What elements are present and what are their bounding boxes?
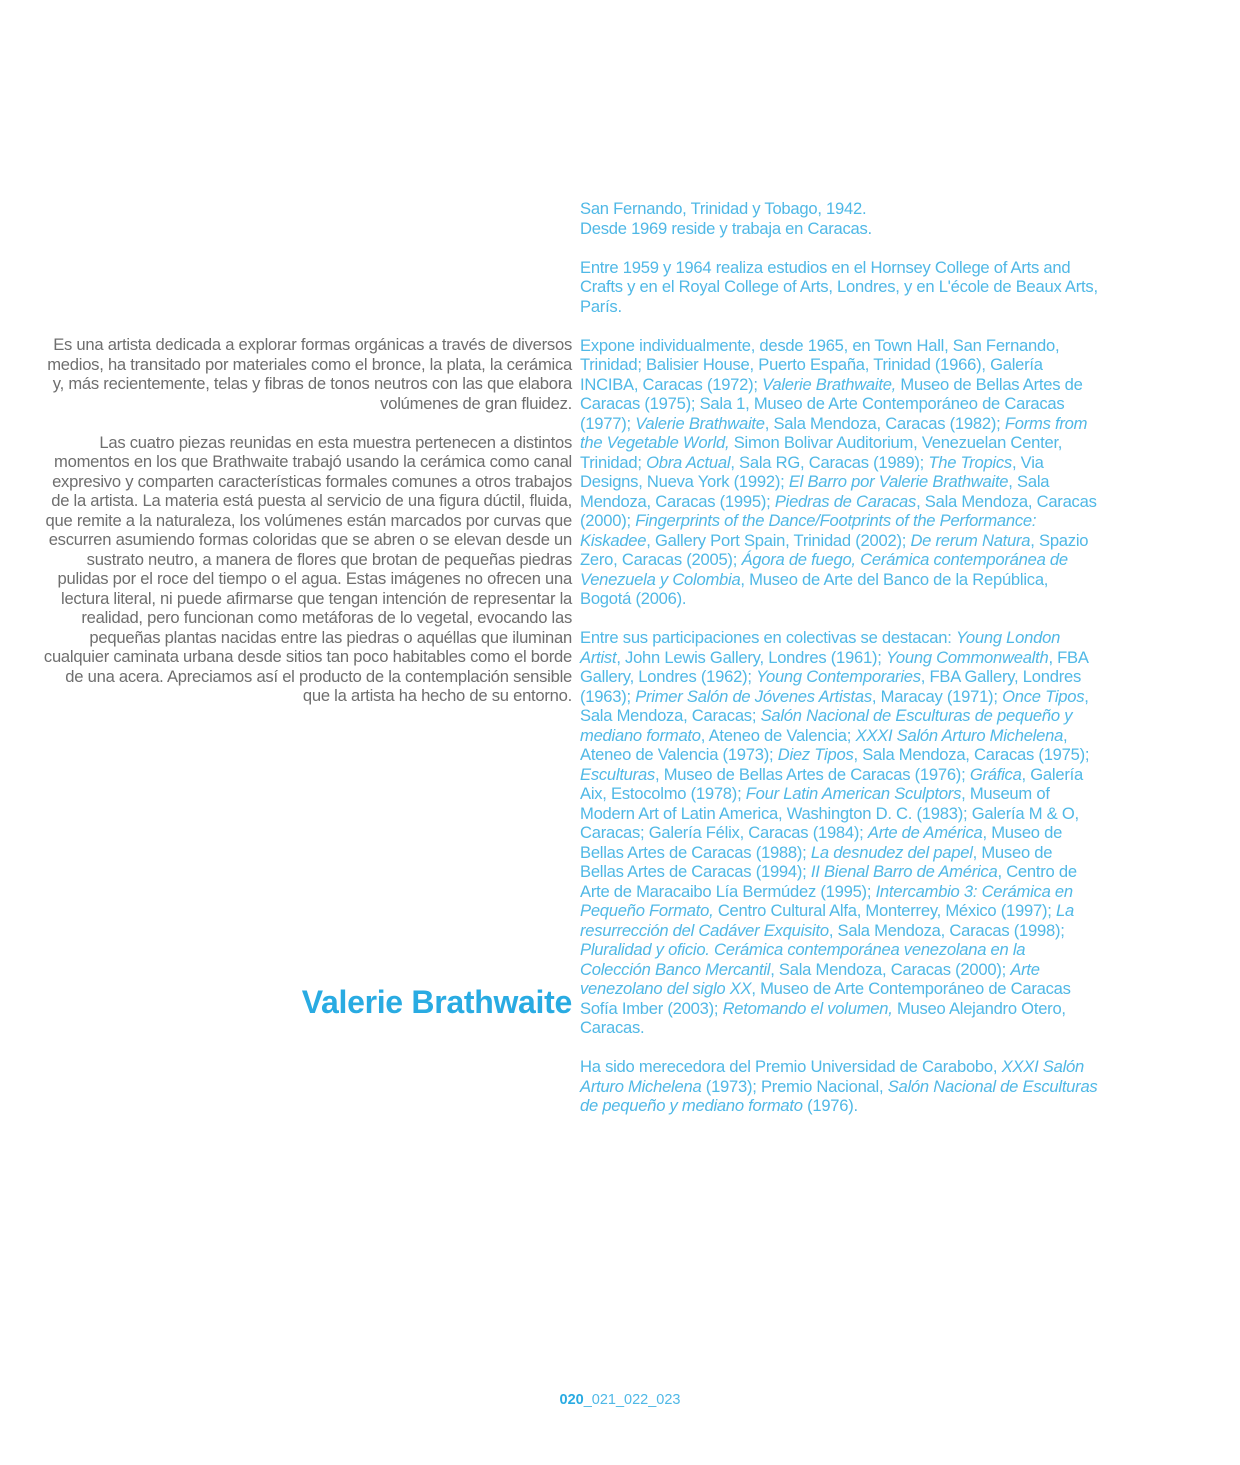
artist-biography	[580, 199, 1100, 1135]
italic-title-segment: Young Commonwealth	[885, 647, 1049, 667]
text-segment: , Via Designs, Nueva York (1992);	[580, 452, 1044, 491]
text-segment: , Sala Mendoza, Caracas (1975);	[853, 745, 1090, 764]
statement-paragraph-1: Es una artista dedicada a explorar formas orgánicas a través de diversos medios, ha transitado por materiales como el bronce, la plata, la cerámica y, más recientemente, telas y fibras de tonos neutros con las que elabora volúmenes de gran fluidez.	[47, 335, 572, 413]
text-segment: , FBA Gallery, Londres (1962);	[580, 647, 1088, 686]
italic-title-segment: Ágora de fuego, Cerámica contemporánea de Venezuela y Colombia	[580, 550, 1068, 589]
text-segment: , Sala Mendoza, Caracas (1998);	[828, 920, 1065, 940]
text-segment: , Sala Mendoza, Caracas (2000);	[580, 491, 1097, 530]
text-segment: Museo de Bellas Artes de Caracas (1975); Sala 1, Museo de Arte Contemporáneo de Caracas (1977);	[580, 374, 1083, 433]
text-segment: , FBA Gallery, Londres (1963);	[580, 667, 1081, 706]
text-segment: , Maracay (1971);	[871, 686, 1003, 706]
text-segment: , Museo de Arte del Banco de la República, Bogotá (2006).	[580, 569, 1049, 608]
text-segment: Ha sido merecedora del Premio Universidad de Carabobo,	[580, 1057, 1002, 1076]
italic-title-segment: Valerie Brathwaite	[635, 413, 765, 433]
text-segment: (1976).	[802, 1096, 858, 1115]
text-segment: Simon Bolivar Auditorium, Venezuelan Center, Trinidad;	[580, 433, 1063, 472]
italic-title-segment: Piedras de Caracas	[774, 491, 917, 511]
text-segment: , Museum of Modern Art of Latin America, Washington D. C. (1983); Galería M & O, Caracas; Galería Félix, Caracas (1984);	[580, 784, 1079, 842]
text-segment: (1973); Premio Nacional,	[701, 1076, 888, 1096]
text-segment: , Sala Mendoza, Caracas (2000);	[770, 959, 1011, 979]
bio-solo-exhibitions	[580, 336, 1100, 609]
italic-title-segment: Intercambio 3: Cerámica en Pequeño Formato,	[580, 881, 1073, 920]
text-segment: , Ateneo de Valencia (1973);	[580, 725, 1068, 764]
text-segment: , Spazio Zero, Caracas (2005);	[580, 530, 1089, 569]
italic-title-segment: Salón Nacional de Esculturas de pequeño y mediano formato	[580, 1076, 1098, 1115]
bio-birth: San Fernando, Trinidad y Tobago, 1942.	[580, 199, 867, 218]
text-segment: , Centro de Arte de Maracaibo Lía Bermúdez (1995);	[580, 862, 1077, 901]
italic-title-segment: XXXI Salón Arturo Michelena	[855, 725, 1064, 745]
italic-title-segment: XXXI Salón Arturo Michelena	[580, 1057, 1084, 1096]
page-folio	[0, 1392, 1240, 1408]
italic-title-segment: El Barro por Valerie Brathwaite	[788, 472, 1009, 491]
bio-awards	[580, 1057, 1100, 1116]
text-segment: , Sala RG, Caracas (1989);	[730, 452, 929, 472]
folio-current-page: 020	[559, 1392, 584, 1408]
text-segment: , Galería Aix, Estocolmo (1978);	[580, 764, 1083, 803]
italic-title-segment: Valerie Brathwaite,	[762, 374, 897, 394]
italic-title-segment: Forms from the Vegetable World,	[580, 413, 1088, 452]
italic-title-segment: Young Contemporaries	[756, 667, 921, 686]
artist-statement	[40, 335, 572, 725]
italic-title-segment: Obra Actual	[646, 452, 731, 472]
italic-title-segment: Once Tipos	[1002, 686, 1085, 706]
italic-title-segment: The Tropics	[928, 452, 1012, 472]
text-segment: , John Lewis Gallery, Londres (1961);	[616, 647, 886, 667]
statement-paragraph-2: Las cuatro piezas reunidas en esta muestra pertenecen a distintos momentos en los que Brathwaite trabajó usando la cerámica como canal expresivo y comparten características formales comunes a otros trabajos de la artista. La materia está puesta al servicio de una figura dúctil, fluida, que remite a la naturaleza, los volúmenes están marcados por curvas que escurren asumiendo formas coloridas que se abren o se elevan desde un sustrato neutro, a manera de flores que brotan de pequeñas piedras pulidas por el roce del tiempo o el agua. Estas imágenes no ofrecen una lectura literal, ni puede afirmarse que tengan intención de representar la realidad, pero funcionan como metáforas de lo vegetal, evocando las pequeñas plantas nacidas entre las piedras o aquéllas que iluminan cualquier caminata urbana desde sitios tan poco habitables como el borde de una acera. Apreciamos así el producto de la contemplación sensible que la artista ha hecho de su entorno.	[43, 432, 572, 705]
italic-title-segment: Salón Nacional de Esculturas de pequeño y mediano formato	[580, 706, 1073, 745]
text-segment: , Sala Mendoza, Caracas (1982);	[764, 413, 1005, 433]
bio-residence: Desde 1969 reside y trabaja en Caracas.	[580, 218, 872, 238]
italic-title-segment: La desnudez del papel	[810, 842, 973, 862]
italic-title-segment: Primer Salón de Jóvenes Artistas	[635, 686, 872, 706]
bio-studies: Entre 1959 y 1964 realiza estudios en el Hornsey College of Arts and Crafts y en el Royal College of Arts, Londres, y en L'école de Beaux Arts, París.	[580, 257, 1098, 316]
text-segment: , Gallery Port Spain, Trinidad (2002);	[646, 530, 911, 550]
text-segment: Entre sus participaciones en colectivas se destacan:	[580, 628, 956, 647]
text-segment: , Sala Mendoza, Caracas;	[580, 686, 1089, 725]
italic-title-segment: La resurrección del Cadáver Exquisito	[580, 901, 1074, 940]
text-segment: , Museo de Bellas Artes de Caracas (1976);	[654, 764, 970, 784]
bio-group-exhibitions	[580, 628, 1100, 1038]
text-segment: , Museo de Bellas Artes de Caracas (1994);	[580, 842, 1053, 881]
text-segment: , Sala Mendoza, Caracas (1995);	[580, 472, 1050, 511]
italic-title-segment: Arte venezolano del siglo XX	[580, 959, 1040, 998]
italic-title-segment: II Bienal Barro de América	[810, 862, 998, 881]
folio-other-pages: _021_022_023	[583, 1392, 681, 1408]
italic-title-segment: Fingerprints of the Dance/Footprints of the Performance: Kiskadee	[580, 511, 1037, 550]
text-segment: , Museo de Arte Contemporáneo de Caracas Sofía Imber (2003);	[580, 979, 1071, 1018]
italic-title-segment: Gráfica	[969, 764, 1022, 784]
text-segment: Centro Cultural Alfa, Monterrey, México (1997);	[713, 901, 1056, 920]
text-segment: Museo Alejandro Otero, Caracas.	[580, 998, 1066, 1037]
text-segment: , Museo de Bellas Artes de Caracas (1988);	[580, 823, 1063, 862]
italic-title-segment: Young London Artist	[580, 628, 1061, 667]
bio-origin	[580, 199, 1100, 238]
text-segment: , Ateneo de Valencia;	[700, 725, 856, 745]
italic-title-segment: Diez Tipos	[777, 745, 854, 764]
text-segment: Expone individualmente, desde 1965, en Town Hall, San Fernando, Trinidad; Balisier House, Puerto España, Trinidad (1966), Galería INCIBA, Caracas (1972);	[580, 335, 1060, 394]
italic-title-segment: Arte de América	[867, 823, 983, 842]
artist-name-heading: Valerie Brathwaite	[301, 984, 572, 1020]
italic-title-segment: De rerum Natura	[910, 530, 1031, 550]
italic-title-segment: Four Latin American Sculptors	[745, 784, 962, 803]
italic-title-segment: Esculturas	[580, 764, 655, 784]
italic-title-segment: Pluralidad y oficio. Cerámica contemporánea venezolana en la Colección Banco Mercantil	[580, 940, 1026, 979]
italic-title-segment: Retomando el volumen,	[722, 998, 893, 1018]
